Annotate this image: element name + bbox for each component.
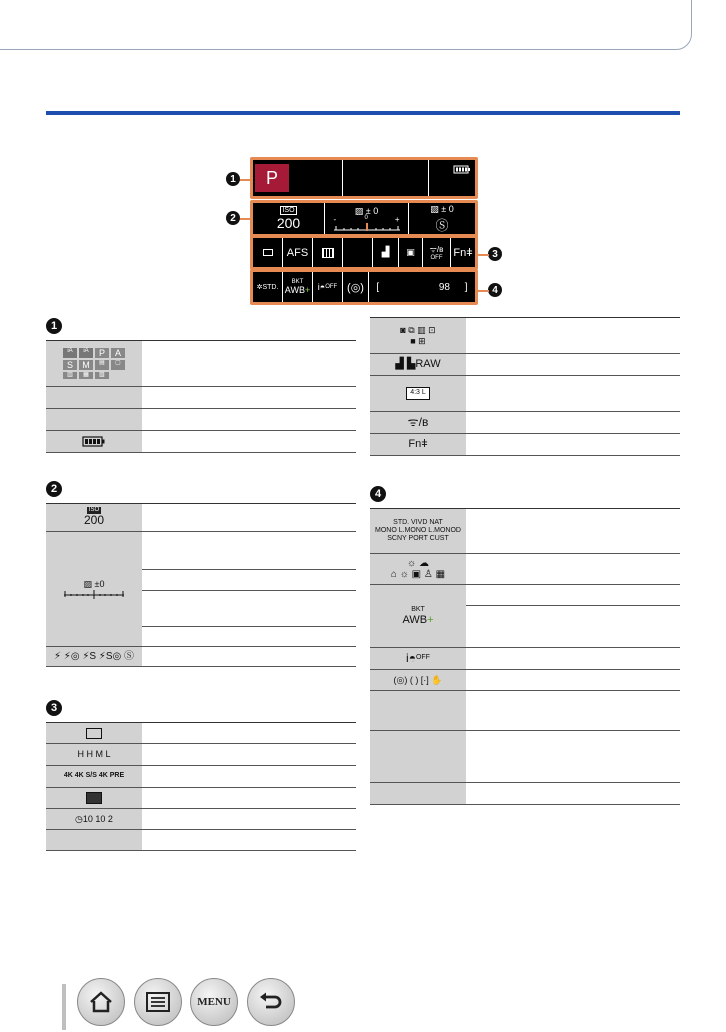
photo-style-icons: STD. VIVD NAT MONO L.MONO L.MONOD SCNY PORT CUST bbox=[370, 509, 466, 553]
scale-minus: - bbox=[333, 215, 337, 224]
table-row bbox=[370, 670, 680, 691]
table-row bbox=[46, 830, 356, 851]
white-balance-icons: ☼ ☁ ⌂ ☼ ▣ ♙ ▦ bbox=[370, 554, 466, 584]
recordable-shots: [ 98 ] bbox=[369, 272, 475, 302]
fn-icon: Fn ǂ bbox=[370, 434, 466, 455]
nav-divider bbox=[62, 984, 66, 1030]
iso-value: 200 bbox=[276, 215, 301, 231]
afs-focus-mode: AFS bbox=[283, 238, 313, 267]
exposure-scale-icon: ▨ ±0 bbox=[46, 532, 142, 646]
home-button[interactable] bbox=[77, 978, 125, 1026]
flash-off-icon: Ⓢ bbox=[435, 217, 449, 233]
row-divider bbox=[142, 569, 356, 570]
callout-2: 2 bbox=[226, 211, 240, 225]
screen-row-3 bbox=[250, 235, 478, 270]
table-row bbox=[46, 341, 356, 387]
row-divider bbox=[466, 605, 680, 606]
exposure-value: ▨ ± 0 bbox=[354, 206, 379, 216]
fn-icon: Fn ǂ bbox=[451, 238, 475, 267]
callout-line-4 bbox=[477, 290, 489, 292]
row-divider bbox=[142, 590, 356, 591]
post-focus-icon bbox=[46, 788, 142, 808]
callout-4: 4 bbox=[488, 283, 502, 297]
metering-icon: (◎) bbox=[343, 272, 369, 302]
section-4-title bbox=[370, 486, 386, 502]
bkt-awb-icon: BKT AWB+ bbox=[283, 272, 313, 302]
section-3-continued-table bbox=[370, 317, 680, 456]
af-mode-icons: ◙ ⧉ ▥ ⊡ ■ ⊞ bbox=[370, 318, 466, 353]
iso-icon: ISO 200 bbox=[46, 504, 142, 531]
table-row bbox=[46, 387, 356, 409]
screen-cell-empty-a bbox=[293, 160, 343, 196]
bkt-awb-icon: BKT AWB+ bbox=[370, 585, 466, 647]
table-row bbox=[46, 809, 356, 830]
flash-mode-icons: ⚡ ⚡◎ ⚡S ⚡S◎ Ⓢ bbox=[46, 647, 142, 666]
single-drive-icon bbox=[46, 723, 142, 743]
screen-row-2 bbox=[250, 200, 478, 237]
photo-style-icon: ✲ STD. bbox=[253, 272, 283, 302]
section-3-title bbox=[46, 700, 62, 716]
section-1-title bbox=[46, 318, 62, 334]
burst-icons: H H M L bbox=[46, 744, 142, 765]
scale-zero: 0 bbox=[364, 215, 368, 221]
table-row bbox=[46, 647, 356, 667]
home-icon bbox=[88, 990, 114, 1014]
self-timer-icons: ◷ 10 10 2 bbox=[46, 809, 142, 829]
iso-readout bbox=[253, 203, 325, 234]
flash-exposure-value: ▨ ± 0 bbox=[430, 203, 454, 214]
table-row bbox=[46, 723, 356, 744]
picture-quality-icon: ▟ bbox=[373, 238, 399, 267]
4k-photo-icons: 4K 4K S/S 4K PRE bbox=[46, 766, 142, 787]
exposure-meter bbox=[325, 203, 409, 234]
metering-icons: (◎) ( ) [·] ✋ bbox=[370, 670, 466, 690]
af-mode-icon bbox=[313, 238, 343, 267]
section-4-number: 4 bbox=[370, 486, 386, 502]
battery-icon bbox=[46, 431, 142, 452]
screen-row-4 bbox=[250, 269, 478, 305]
battery-icon bbox=[429, 160, 475, 196]
table-row bbox=[370, 691, 680, 731]
list-icon bbox=[145, 991, 171, 1013]
table-row bbox=[370, 731, 680, 783]
return-arrow-icon bbox=[258, 991, 284, 1013]
monitor-screen bbox=[250, 157, 478, 305]
wifi-bluetooth-icon: ᯤ/ʙ bbox=[370, 412, 466, 433]
single-drive-icon bbox=[253, 238, 283, 267]
mode-p-indicator: P bbox=[255, 164, 289, 192]
picture-size-icon: ▣ bbox=[399, 238, 423, 267]
table-row bbox=[370, 354, 680, 376]
table-row bbox=[370, 434, 680, 456]
table-row bbox=[46, 766, 356, 788]
table-row bbox=[370, 783, 680, 805]
iso-label: ISO bbox=[282, 207, 295, 214]
section-2-number: 2 bbox=[46, 481, 62, 497]
mode-icons: iA iA P A S M ▤ ▢ ▥ ▦ ▧ bbox=[46, 341, 142, 386]
table-row bbox=[46, 744, 356, 766]
table-row bbox=[370, 318, 680, 354]
table-row bbox=[370, 554, 680, 585]
section-1-number: 1 bbox=[46, 318, 62, 334]
scale-plus: + bbox=[394, 215, 400, 224]
exposure-scale-icon bbox=[332, 223, 402, 231]
wifi-status-icon: ᯤ/ʙ OFF bbox=[423, 238, 451, 267]
page-tab-frame bbox=[0, 0, 692, 50]
section-4-table bbox=[370, 508, 680, 805]
title-rule bbox=[46, 111, 680, 115]
section-2-title bbox=[46, 481, 62, 497]
table-row bbox=[370, 412, 680, 434]
blank-cell bbox=[343, 238, 373, 267]
i-dynamic-icon: i◓ OFF bbox=[313, 272, 343, 302]
row-divider bbox=[142, 626, 356, 627]
screen-row-1 bbox=[250, 157, 478, 199]
section-1-table bbox=[46, 340, 356, 453]
table-row bbox=[370, 376, 680, 412]
section-2-table bbox=[46, 503, 356, 667]
quality-icons: ▟ ▙ RAW bbox=[370, 354, 466, 375]
table-row bbox=[370, 509, 680, 554]
callout-1: 1 bbox=[226, 172, 240, 186]
table-row bbox=[46, 409, 356, 431]
back-button[interactable] bbox=[247, 978, 295, 1026]
table-row bbox=[46, 532, 356, 647]
menu-label: MENU bbox=[197, 996, 231, 1008]
screen-cell-empty-b bbox=[343, 160, 429, 196]
callout-3: 3 bbox=[488, 247, 502, 261]
contents-button[interactable] bbox=[134, 978, 182, 1026]
callout-line-3 bbox=[477, 254, 489, 256]
table-row bbox=[46, 431, 356, 453]
menu-button[interactable] bbox=[190, 978, 238, 1026]
picture-size-icon: 4:3 L bbox=[370, 376, 466, 411]
flash-exposure-readout bbox=[409, 203, 475, 234]
table-row bbox=[370, 648, 680, 670]
table-row bbox=[370, 585, 680, 648]
table-row bbox=[46, 788, 356, 809]
i-dynamic-icon: i◓ OFF bbox=[370, 648, 466, 669]
section-3-table bbox=[46, 722, 356, 851]
table-row bbox=[46, 504, 356, 532]
section-3-number: 3 bbox=[46, 700, 62, 716]
